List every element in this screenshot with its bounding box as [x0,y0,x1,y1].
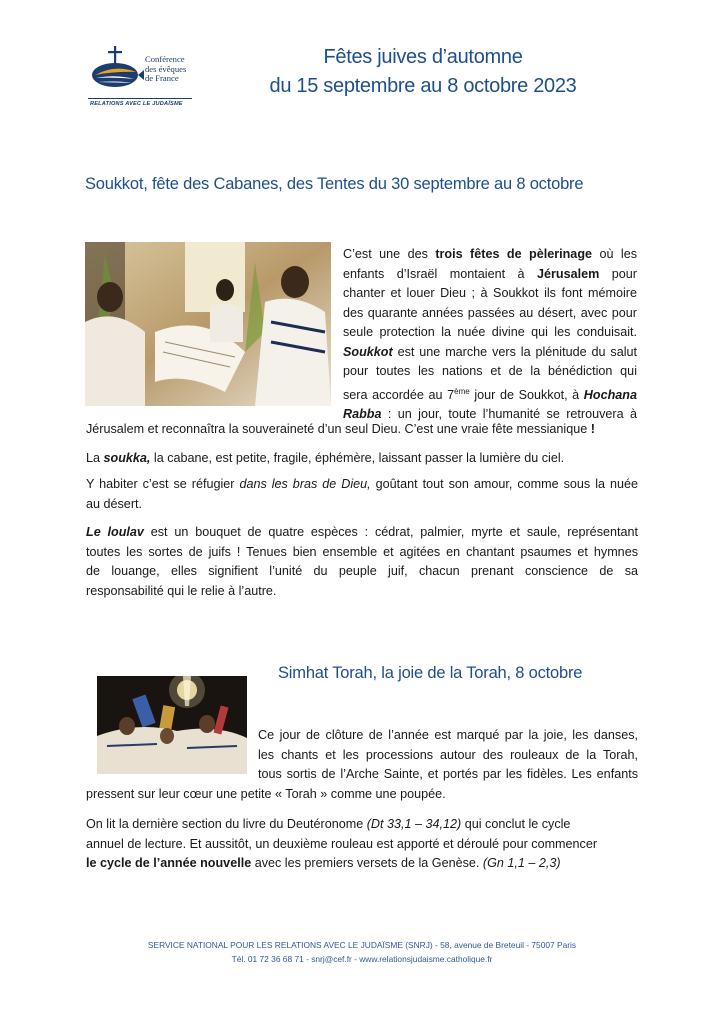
text-line: Rabba : un jour, toute l’humanité se retrouvera à [343,407,637,422]
soukkot-paragraph-3 [86,475,638,514]
logo-line-3: de France [145,73,179,84]
text-line: au désert. [86,496,143,511]
simhat-paragraph-1-end [86,785,638,805]
text-line: Soukkot est une marche vers la plénitude du salut [343,344,637,359]
text-line: Le loulav est un bouquet de quatre espèces : cédrat, palmier, myrte et saule, représentant [86,525,638,539]
simhat-paragraph-2 [86,815,638,874]
simhat-torah-celebration-photo [97,676,247,774]
soukkot-paragraph-4 [86,523,638,601]
footer-contact: Tél. 01 72 36 68 71 - snrj@cef.fr - www.relationsjudaisme.catholique.fr [231,954,493,964]
text-line: enfants d’Israël montaient à Jérusalem pour [343,266,637,281]
section-heading-soukkot: Soukkot, fête des Cabanes, des Tentes du 30 septembre au 8 octobre [85,175,584,193]
logo-divider [88,98,192,99]
footer-address: SERVICE NATIONAL POUR LES RELATIONS AVEC LE JUDAÏSME (SNRJ) - 58, avenue de Breteuil - 75007 Paris [147,940,577,950]
text-line: toutes les sortes de juifs ! Tenues bien ensemble et agitées en chantant psaumes et hymnes [86,544,638,559]
text-line: de louange, elles signifient l’unité du peuple juif, chacun prenant conscience de sa [86,564,638,578]
text-line: seule protection la nuée divine qui les conduisait. [343,325,637,339]
section-heading-simhat-torah: Simhat Torah, la joie de la Torah, 8 octobre [278,664,583,682]
text-line: tous sortis de l’Arche Sainte, et portés par les fidèles. Les enfants [258,767,638,781]
soukkot-paragraph-1-end [86,420,638,440]
text-line: Jérusalem et reconnaîtra la souveraineté d’un seul Dieu. C’est une vraie fête messianique ! [86,422,595,436]
text-line: Ce jour de clôture de l’année est marqué par la joie, les danses, [258,728,638,742]
logo-line-1: Conférence [145,54,185,64]
soukkot-paragraph-2: La soukka, la cabane, est petite, fragile, éphémère, laissant passer la lumière du ciel. [86,451,565,465]
cef-emblem-icon [86,44,146,100]
logo-text [145,55,186,84]
text-line: les chants et les processions autour des rouleaux de la Torah, [258,747,638,762]
cef-logo [86,44,198,112]
text-line: annuel de lecture. Et aussitôt, un deuxième rouleau est apporté et déroulé pour commencer [86,836,598,851]
text-line: On lit la dernière section du livre du Deutéronome (Dt 33,1 – 34,12) qui conclut le cycle [86,817,571,831]
text-line: pressent sur leur cœur une petite « Torah » comme une poupée. [86,787,446,801]
page-title-line-1: Fêtes juives d’automne [323,46,523,68]
soukkot-prayer-photo [85,242,331,406]
logo-line-2: des évêques [145,63,187,74]
page-title-line-2: du 15 septembre au 8 octobre 2023 [269,75,577,97]
text-line: Y habiter c’est se réfugier dans les bras de Dieu, goûtant tout son amour, comme sous la nuée [86,477,639,491]
page-footer [90,938,634,966]
text-line: pour toutes les nations et de la bénédiction qui [343,364,637,378]
text-line: C’est une des trois fêtes de pèlerinage où les [343,247,637,261]
text-line: sera accordée au 7ème jour de Soukkot, à Hochana [343,386,637,402]
text-line: responsabilité qui le relie à l’autre. [86,583,277,598]
text-line: des quarante années passées au désert, avec pour [343,305,637,320]
text-line: le cycle de l’année nouvelle avec les premiers versets de la Genèse. (Gn 1,1 – 2,3) [86,856,561,870]
text-line: chanter et louer Dieu ; à Soukkot ils font mémoire [343,286,637,300]
logo-subtitle: RELATIONS AVEC LE JUDAÏSME [90,101,183,107]
simhat-paragraph-1-wrapped [258,726,638,785]
soukkot-paragraph-1-wrapped [343,245,637,425]
page-title [238,43,608,101]
